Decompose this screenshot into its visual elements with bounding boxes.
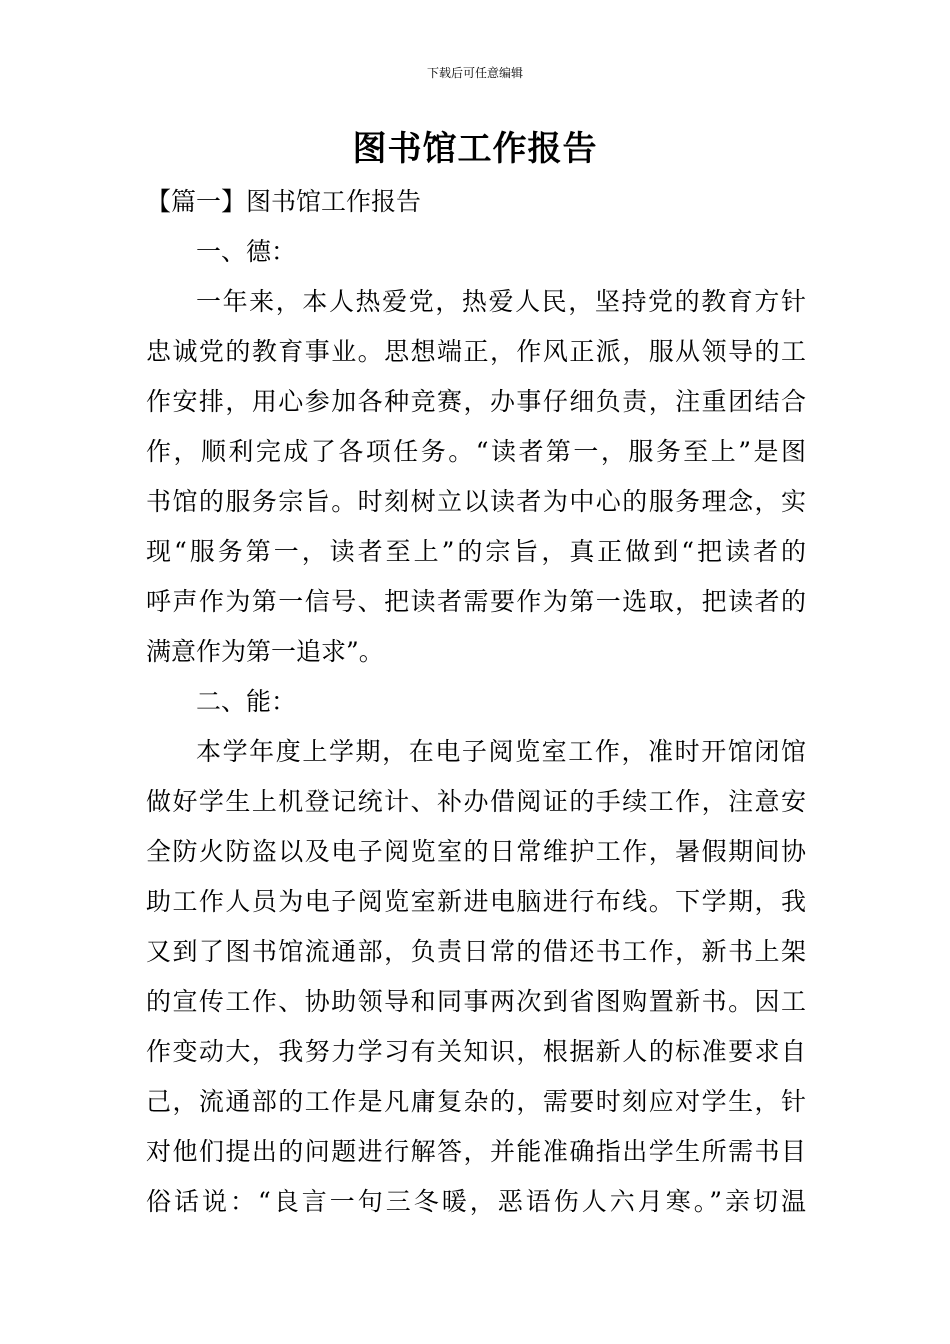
section-heading: 【篇一】图书馆工作报告 <box>146 187 422 216</box>
paragraph2-line: 本学年度上学期，在电子阅览室工作，准时开馆闭馆 <box>196 737 806 766</box>
part1-heading: 一、德： <box>196 237 297 266</box>
paragraph1-line: 呼声作为第一信号、把读者需要作为第一选取，把读者的 <box>146 587 806 616</box>
paragraph1-line: 一年来，本人热爱党，热爱人民，坚持党的教育方针 <box>196 287 806 316</box>
paragraph1-line: 书馆的服务宗旨。时刻树立以读者为中心的服务理念，实 <box>146 487 806 516</box>
part2-heading: 二、能： <box>196 687 297 716</box>
document-title: 图书馆工作报告 <box>352 129 598 169</box>
paragraph1-line: 作安排，用心参加各种竞赛，办事仔细负责，注重团结合 <box>146 387 806 416</box>
paragraph2-line: 全防火防盗以及电子阅览室的日常维护工作，暑假期间协 <box>146 837 806 866</box>
paragraph2-line: 助工作人员为电子阅览室新进电脑进行布线。下学期，我 <box>146 887 806 916</box>
paragraph2-line: 己，流通部的工作是凡庸复杂的，需要时刻应对学生，针 <box>146 1087 806 1116</box>
paragraph2-line: 的宣传工作、协助领导和同事两次到省图购置新书。因工 <box>146 987 806 1016</box>
paragraph2-line: 对他们提出的问题进行解答，并能准确指出学生所需书目 <box>146 1137 806 1166</box>
paragraph1-line: 现“服务第一，读者至上”的宗旨，真正做到“把读者的 <box>146 537 806 566</box>
header-note: 下载后可任意编辑 <box>426 66 523 80</box>
paragraph2-line: 又到了图书馆流通部，负责日常的借还书工作，新书上架 <box>146 937 806 966</box>
paragraph1-line: 忠诚党的教育事业。思想端正，作风正派，服从领导的工 <box>146 337 806 366</box>
paragraph1-line: 满意作为第一追求”。 <box>146 637 384 666</box>
paragraph2-line: 俗话说：“良言一句三冬暖，恶语伤人六月寒。”亲切温 <box>146 1187 806 1216</box>
paragraph1-line: 作，顺利完成了各项任务。“读者第一，服务至上”是图 <box>146 437 806 466</box>
document-body <box>146 177 806 1227</box>
paragraph2-line: 做好学生上机登记统计、补办借阅证的手续工作，注意安 <box>146 787 806 816</box>
paragraph2-line: 作变动大，我努力学习有关知识，根据新人的标准要求自 <box>146 1037 806 1066</box>
